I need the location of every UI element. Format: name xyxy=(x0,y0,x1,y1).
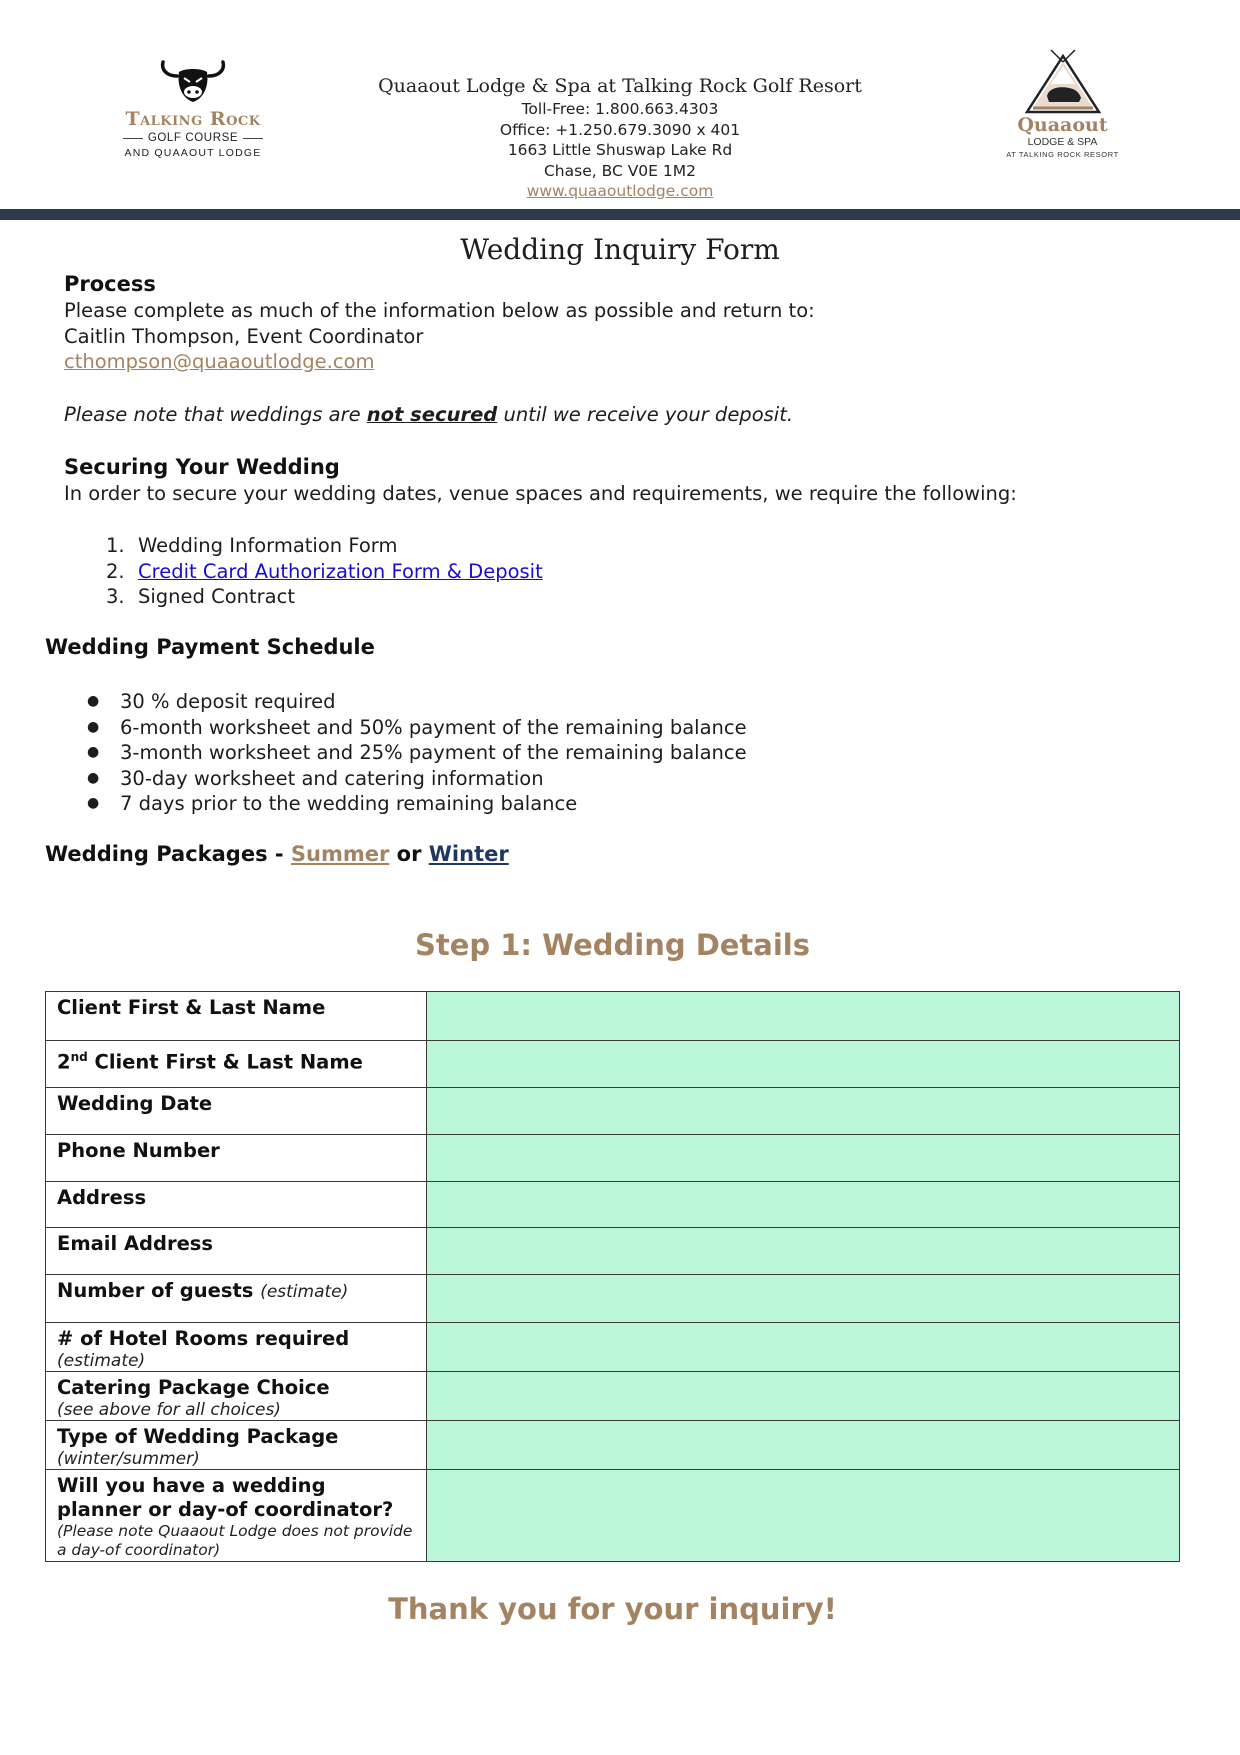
field-label: 2nd Client First & Last Name xyxy=(57,1050,363,1074)
list-item: ● 6-month worksheet and 50% payment of the remaining balance xyxy=(87,715,747,739)
securing-heading: Securing Your Wedding xyxy=(64,455,340,479)
field-note: (see above for all choices) xyxy=(57,1400,281,1420)
header-divider-bar xyxy=(0,209,1240,220)
step-1-title: Step 1: Wedding Details xyxy=(414,928,811,962)
list-item: 3. Signed Contract xyxy=(106,585,295,608)
table-row xyxy=(46,1421,1180,1470)
packages-label: Wedding Packages - xyxy=(45,842,291,866)
field-label: Email Address xyxy=(57,1232,214,1255)
winter-package-link[interactable]: Winter xyxy=(428,842,509,866)
table-row xyxy=(46,1323,1180,1372)
packages-or: or xyxy=(389,842,429,866)
address-input[interactable] xyxy=(427,1185,1179,1200)
process-heading: Process xyxy=(64,272,156,296)
table-row xyxy=(46,1470,1180,1562)
table-row xyxy=(46,1088,1180,1135)
table-row xyxy=(46,992,1180,1041)
table-row xyxy=(46,1135,1180,1182)
table-row xyxy=(46,1228,1180,1275)
payment-list xyxy=(45,689,747,817)
field-label: Type of Wedding Package xyxy=(57,1425,339,1448)
client-name-input[interactable] xyxy=(427,995,1179,1010)
wedding-details-table xyxy=(45,991,1180,1562)
list-item: 1. Wedding Information Form xyxy=(106,534,398,557)
field-note: (Please note Quaaout Lodge does not provide a day-of coordinator) xyxy=(57,1522,413,1559)
securing-list xyxy=(64,533,543,610)
credit-card-form-link[interactable]: Credit Card Authorization Form & Deposit xyxy=(138,559,543,583)
list-item: ● 3-month worksheet and 25% payment of the remaining balance xyxy=(87,741,747,764)
right-logo-sub2: AT TALKING ROCK RESORT xyxy=(1006,150,1119,159)
contact-block xyxy=(320,73,920,202)
office-phone: Office: +1.250.679.3090 x 401 xyxy=(499,120,741,139)
hotel-rooms-input[interactable] xyxy=(427,1326,1179,1341)
list-item: ● 30 % deposit required xyxy=(87,690,336,713)
website-link[interactable]: www.quaaoutlodge.com xyxy=(526,182,714,200)
list-item: 2. Credit Card Authorization Form & Deposit xyxy=(106,559,543,583)
left-logo-name: Talking Rock xyxy=(125,108,261,130)
process-line-1: Please complete as much of the information below as possible and return to: xyxy=(64,299,815,322)
bull-head-icon xyxy=(157,54,229,106)
field-label: Will you have a wedding planner or day-of coordinator? xyxy=(57,1474,394,1521)
field-label: # of Hotel Rooms required xyxy=(57,1327,350,1350)
deposit-note-emphasis: not secured xyxy=(366,403,498,426)
process-line-2: Caitlin Thompson, Event Coordinator xyxy=(64,325,424,348)
deposit-note xyxy=(64,403,793,426)
catering-package-input[interactable] xyxy=(427,1375,1179,1390)
email-address-input[interactable] xyxy=(427,1231,1179,1246)
payment-heading: Wedding Payment Schedule xyxy=(45,635,375,659)
table-row xyxy=(46,1182,1180,1228)
wedding-package-type-input[interactable] xyxy=(427,1424,1179,1439)
field-label: Address xyxy=(57,1186,147,1209)
field-label: Phone Number xyxy=(57,1139,220,1162)
left-logo-sub2: AND QUAAOUT LODGE xyxy=(124,147,262,159)
toll-free: Toll-Free: 1.800.663.4303 xyxy=(521,100,719,118)
list-item: ● 7 days prior to the wedding remaining balance xyxy=(87,792,578,815)
right-logo-sub: LODGE & SPA xyxy=(1027,136,1098,148)
list-item: ● 30-day worksheet and catering information xyxy=(87,766,544,790)
guest-count-input[interactable] xyxy=(427,1278,1179,1293)
field-label: Catering Package Choice xyxy=(57,1376,330,1399)
address-city: Chase, BC V0E 1M2 xyxy=(543,161,696,180)
teepee-bear-icon xyxy=(1023,48,1103,114)
deposit-note-post: until we receive your deposit. xyxy=(497,403,794,426)
table-row xyxy=(46,1041,1180,1088)
packages-line xyxy=(45,842,509,866)
right-logo-name: Quaaout xyxy=(1017,114,1108,136)
securing-intro: In order to secure your wedding dates, venue spaces and requirements, we require the following: xyxy=(64,482,1017,505)
field-note: (estimate) xyxy=(57,1351,146,1371)
page-title: Wedding Inquiry Form xyxy=(460,233,780,266)
wedding-date-input[interactable] xyxy=(427,1091,1179,1106)
wedding-planner-input[interactable] xyxy=(427,1473,1179,1488)
second-client-name-input[interactable] xyxy=(427,1044,1179,1059)
left-logo-sub: GOLF COURSE xyxy=(147,132,239,144)
coordinator-email-link[interactable]: cthompson@quaaoutlodge.com xyxy=(64,350,375,373)
phone-number-input[interactable] xyxy=(427,1138,1179,1153)
deposit-note-pre: Please note that weddings are xyxy=(64,403,367,426)
address-street: 1663 Little Shuswap Lake Rd xyxy=(507,141,733,159)
field-note: (winter/summer) xyxy=(57,1449,200,1469)
resort-name: Quaaout Lodge & Spa at Talking Rock Golf Resort xyxy=(378,75,862,97)
field-label: Number of guests (estimate) xyxy=(57,1279,349,1302)
quaaout-logo xyxy=(1000,48,1125,161)
table-row xyxy=(46,1275,1180,1323)
summer-package-link[interactable]: Summer xyxy=(290,842,390,866)
talking-rock-logo xyxy=(118,54,268,160)
table-row xyxy=(46,1372,1180,1421)
thank-you-message: Thank you for your inquiry! xyxy=(388,1592,837,1626)
field-label: Client First & Last Name xyxy=(57,996,326,1019)
field-label: Wedding Date xyxy=(57,1092,213,1115)
